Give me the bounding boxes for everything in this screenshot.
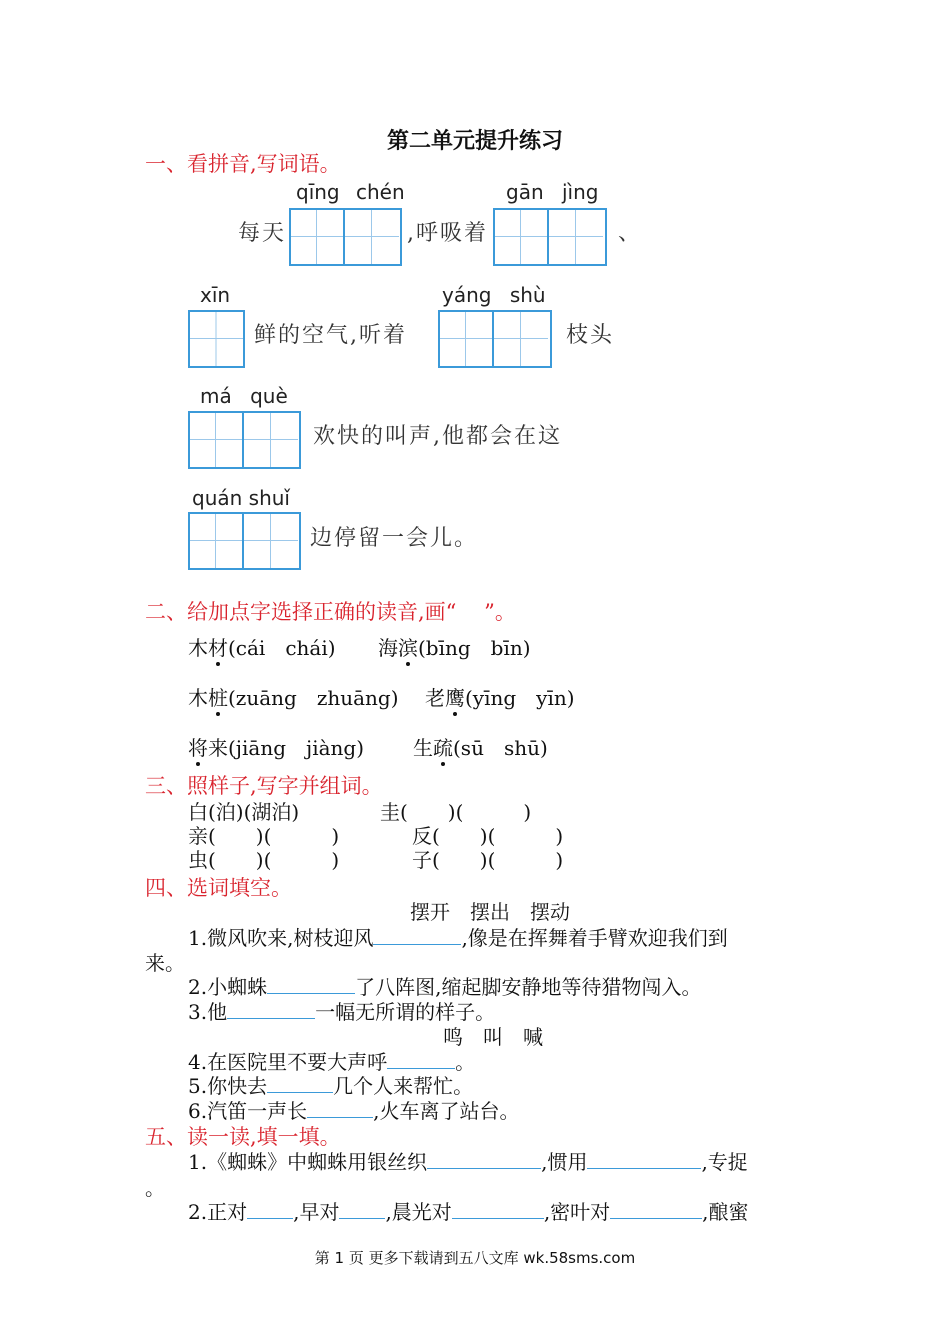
text-dun: 、: [618, 221, 643, 246]
answer-blank[interactable]: [373, 926, 461, 945]
section-5-heading: 五、读一读,填一填。: [145, 1125, 341, 1149]
question-5-2: 2.正对 ,早对 ,晨光对 ,密叶对 ,酿蜜: [188, 1200, 749, 1224]
question-4-3: 3.他 一幅无所谓的样子。: [188, 1000, 496, 1024]
writing-box-qingchen[interactable]: [289, 208, 402, 266]
question-4-2: 2.小蜘蛛 了八阵图,缩起脚安静地等待猎物闯入。: [188, 975, 702, 999]
answer-blank[interactable]: [267, 1074, 333, 1093]
item-qin: 亲( )( ): [188, 824, 340, 848]
section-2-heading: 二、给加点字选择正确的读音,画“ ”。: [145, 600, 516, 624]
pinyin-quanshui: quán shuǐ: [192, 486, 290, 510]
answer-blank[interactable]: [610, 1200, 702, 1219]
writing-box-yangshu[interactable]: [438, 310, 552, 368]
answer-blank[interactable]: [339, 1200, 385, 1219]
item-mucai: 木材(cái chái): [188, 636, 336, 660]
item-fan: 反( )( ): [412, 824, 564, 848]
text-xiandekongqi: 鲜的空气,听着: [254, 323, 407, 348]
pinyin-yangshu: yáng shù: [442, 283, 546, 307]
answer-blank[interactable]: [247, 1200, 293, 1219]
section-3-heading: 三、照样子,写字并组词。: [145, 774, 383, 798]
page-footer: 第 1 页 更多下载请到五八文库 wk.58sms.com: [314, 1249, 636, 1267]
writing-box-xin[interactable]: [188, 310, 245, 368]
question-4-1-cont: 来。: [145, 951, 185, 975]
writing-box-quanshui[interactable]: [188, 512, 301, 570]
item-gui: 圭( )( ): [380, 800, 532, 824]
pinyin-ganjing: gān jìng: [506, 180, 599, 204]
section-4-heading: 四、选词填空。: [145, 876, 292, 900]
pinyin-maque: má què: [200, 384, 288, 408]
pinyin-qingchen: qīng chén: [296, 180, 405, 204]
text-zhitou: 枝头: [566, 323, 615, 348]
answer-blank[interactable]: [267, 975, 355, 994]
text-bian: 边停留一会儿。: [310, 526, 479, 551]
example-bai: 白(泊)(湖泊): [188, 800, 300, 824]
text-huxizhe: ,呼吸着: [407, 221, 488, 246]
item-shengshu: 生疏(sū shū): [413, 736, 548, 760]
page-title: 第二单元提升练习: [386, 128, 563, 154]
text-meitian: 每天: [238, 221, 287, 246]
item-muzhuang: 木桩(zuāng zhuāng): [188, 686, 399, 710]
answer-blank[interactable]: [227, 1000, 315, 1019]
word-choices-1: 摆开 摆出 摆动: [410, 900, 570, 924]
answer-blank[interactable]: [587, 1150, 701, 1169]
text-huankuai: 欢快的叫声,他都会在这: [313, 424, 562, 449]
writing-box-ganjing[interactable]: [493, 208, 607, 266]
section-1-heading: 一、看拼音,写词语。: [145, 152, 341, 176]
writing-box-maque[interactable]: [188, 411, 301, 469]
answer-blank[interactable]: [427, 1150, 541, 1169]
answer-blank[interactable]: [387, 1050, 455, 1069]
question-5-1: 1.《蜘蛛》中蜘蛛用银丝织 ,惯用 ,专捉: [188, 1150, 748, 1174]
item-zi: 子( )( ): [412, 848, 564, 872]
item-chong: 虫( )( ): [188, 848, 340, 872]
question-4-4: 4.在医院里不要大声呼 。: [188, 1050, 476, 1074]
question-4-1: 1.微风吹来,树枝迎风 ,像是在挥舞着手臂欢迎我们到: [188, 926, 728, 950]
answer-blank[interactable]: [452, 1200, 544, 1219]
word-choices-2: 鸣 叫 喊: [443, 1025, 543, 1049]
question-4-5: 5.你快去 几个人来帮忙。: [188, 1074, 474, 1098]
question-4-6: 6.汽笛一声长 ,火车离了站台。: [188, 1099, 520, 1123]
question-5-1-cont: 。: [145, 1176, 165, 1200]
answer-blank[interactable]: [307, 1099, 373, 1118]
item-jianglai: 将来(jiāng jiàng): [188, 736, 365, 760]
pinyin-xin: xīn: [200, 283, 231, 307]
item-laoying: 老鹰(yīng yīn): [425, 686, 575, 710]
item-haibin: 海滨(bīng bīn): [378, 636, 531, 660]
